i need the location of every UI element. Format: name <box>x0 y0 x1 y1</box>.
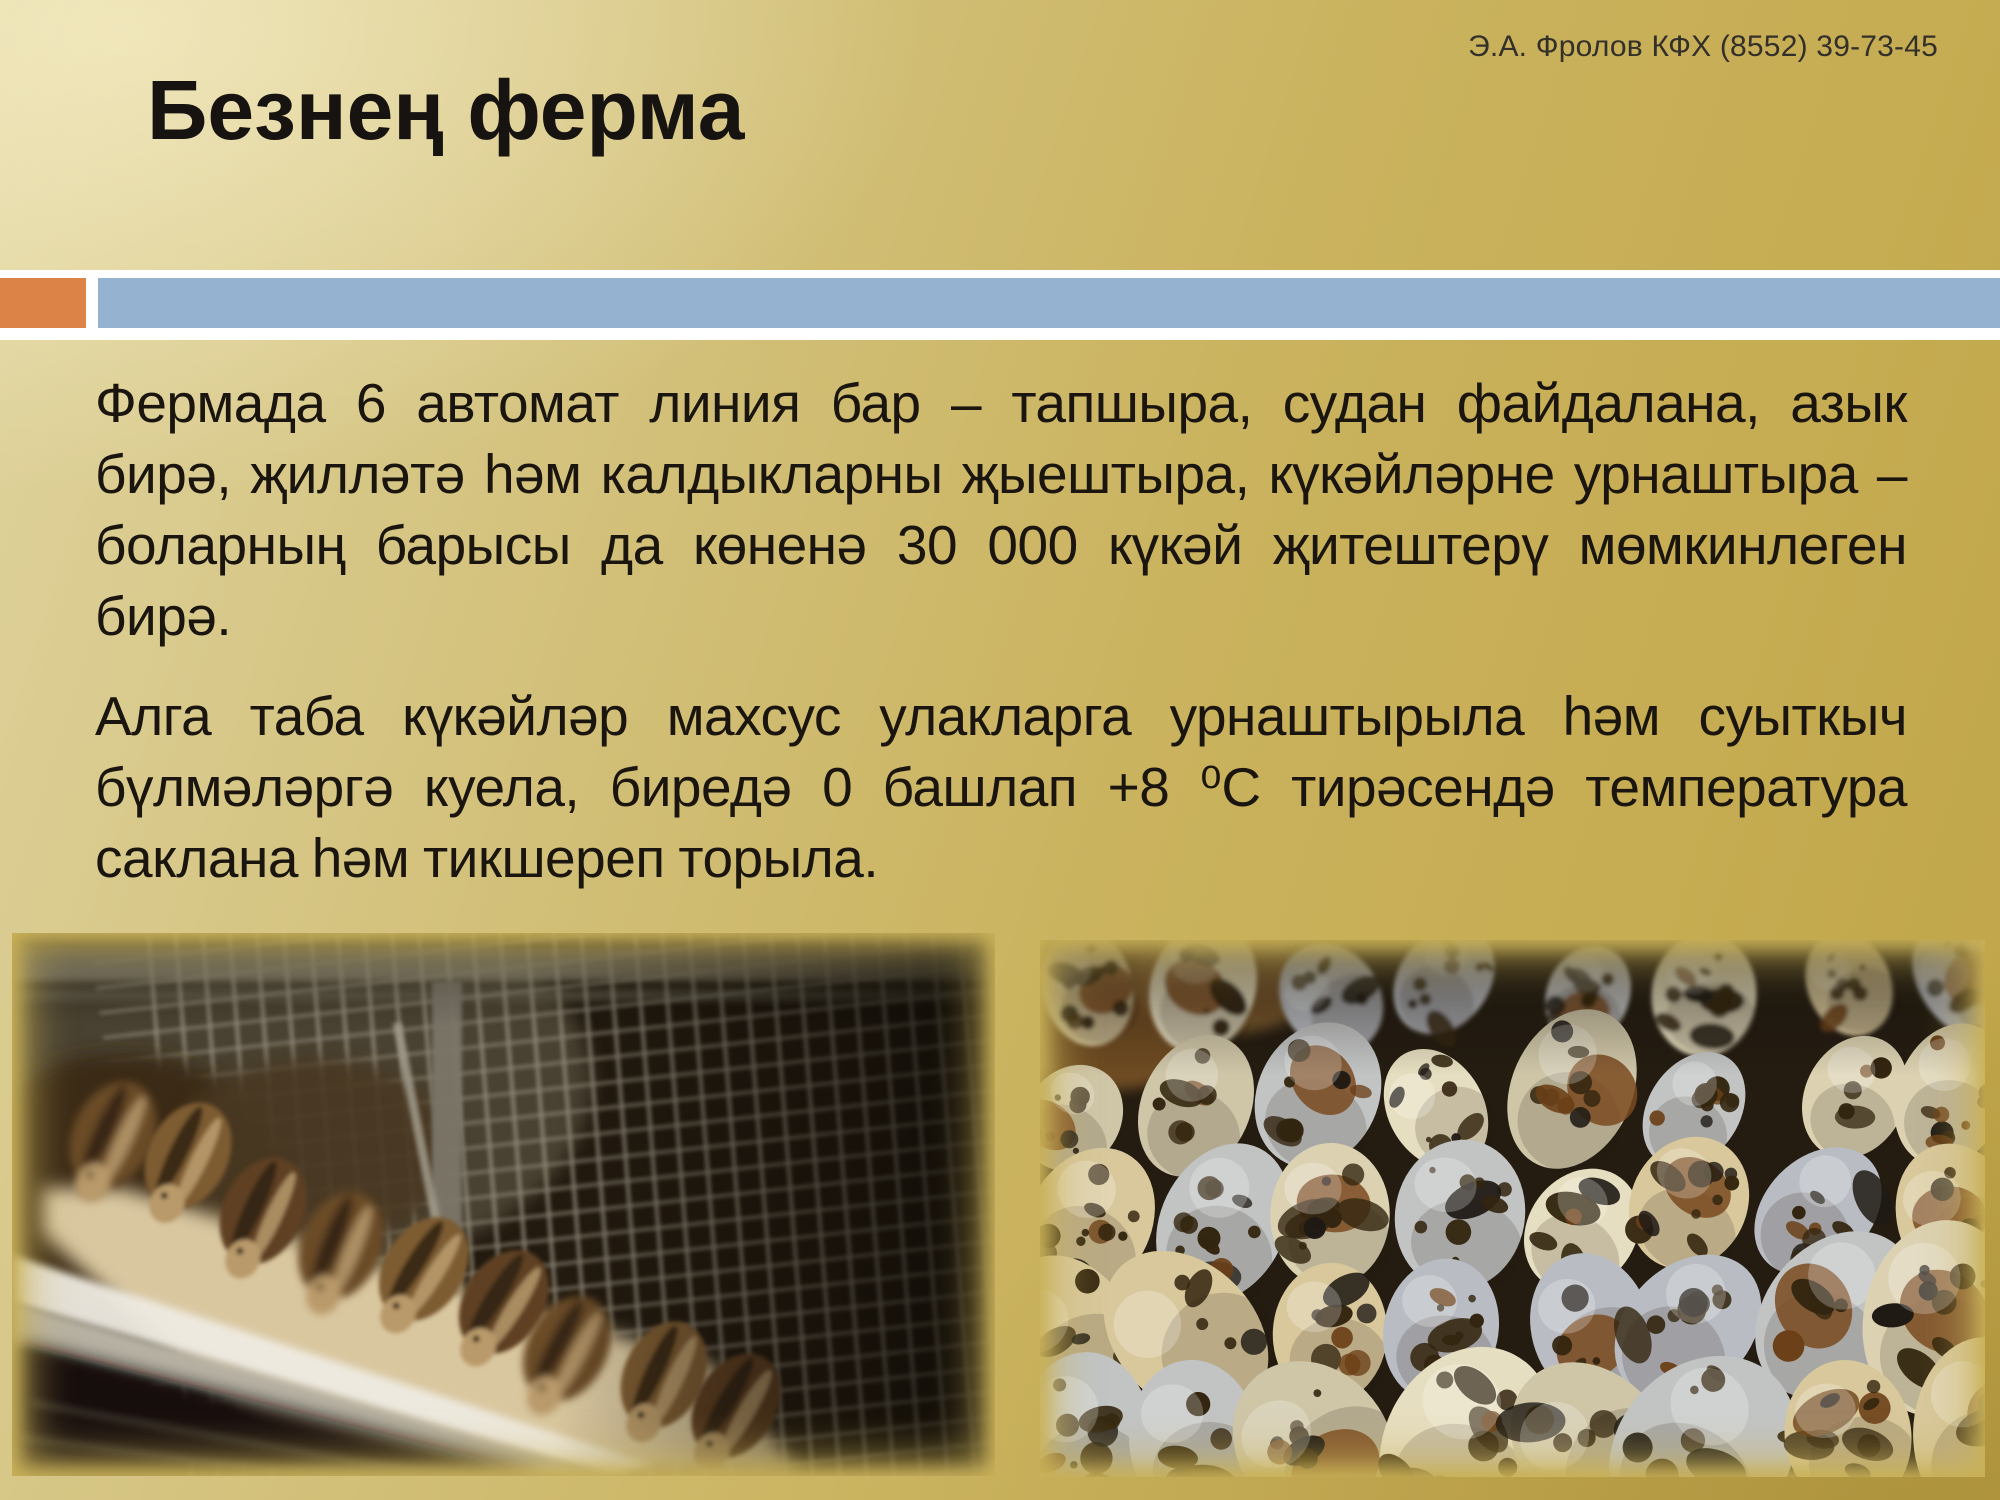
cage-photo <box>12 933 995 1476</box>
accent-bar-blue <box>98 278 2000 328</box>
accent-bar-orange <box>0 278 86 328</box>
contact-text: Э.А. Фролов КФХ (8552) 39-73-45 <box>1468 30 1938 63</box>
eggs-photo <box>1040 940 1985 1477</box>
eggs-photo-art <box>1040 940 1985 1477</box>
body-paragraph-2: Алга таба күкәйләр махсус улакларга урнаштырыла һәм суыткыч бүлмәләргә куела, биредә 0 башлап +8 ⁰С тирәсендә температура саклана һәм тикшереп торыла. <box>95 685 1907 889</box>
body-text <box>95 368 1907 894</box>
divider-band <box>0 270 2000 340</box>
page-title: Безнең ферма <box>147 63 745 157</box>
body-paragraph-1: Фермада 6 автомат линия бар – тапшыра, судан файдалана, азык бирә, җилләтә һәм калдыкларны җыештыра, күкәйләрне урнаштыра – боларның барысы да көненә 30 000 күкәй җитештерү мөмкинлеген бирә. <box>95 372 1907 647</box>
cage-photo-art <box>12 933 995 1476</box>
